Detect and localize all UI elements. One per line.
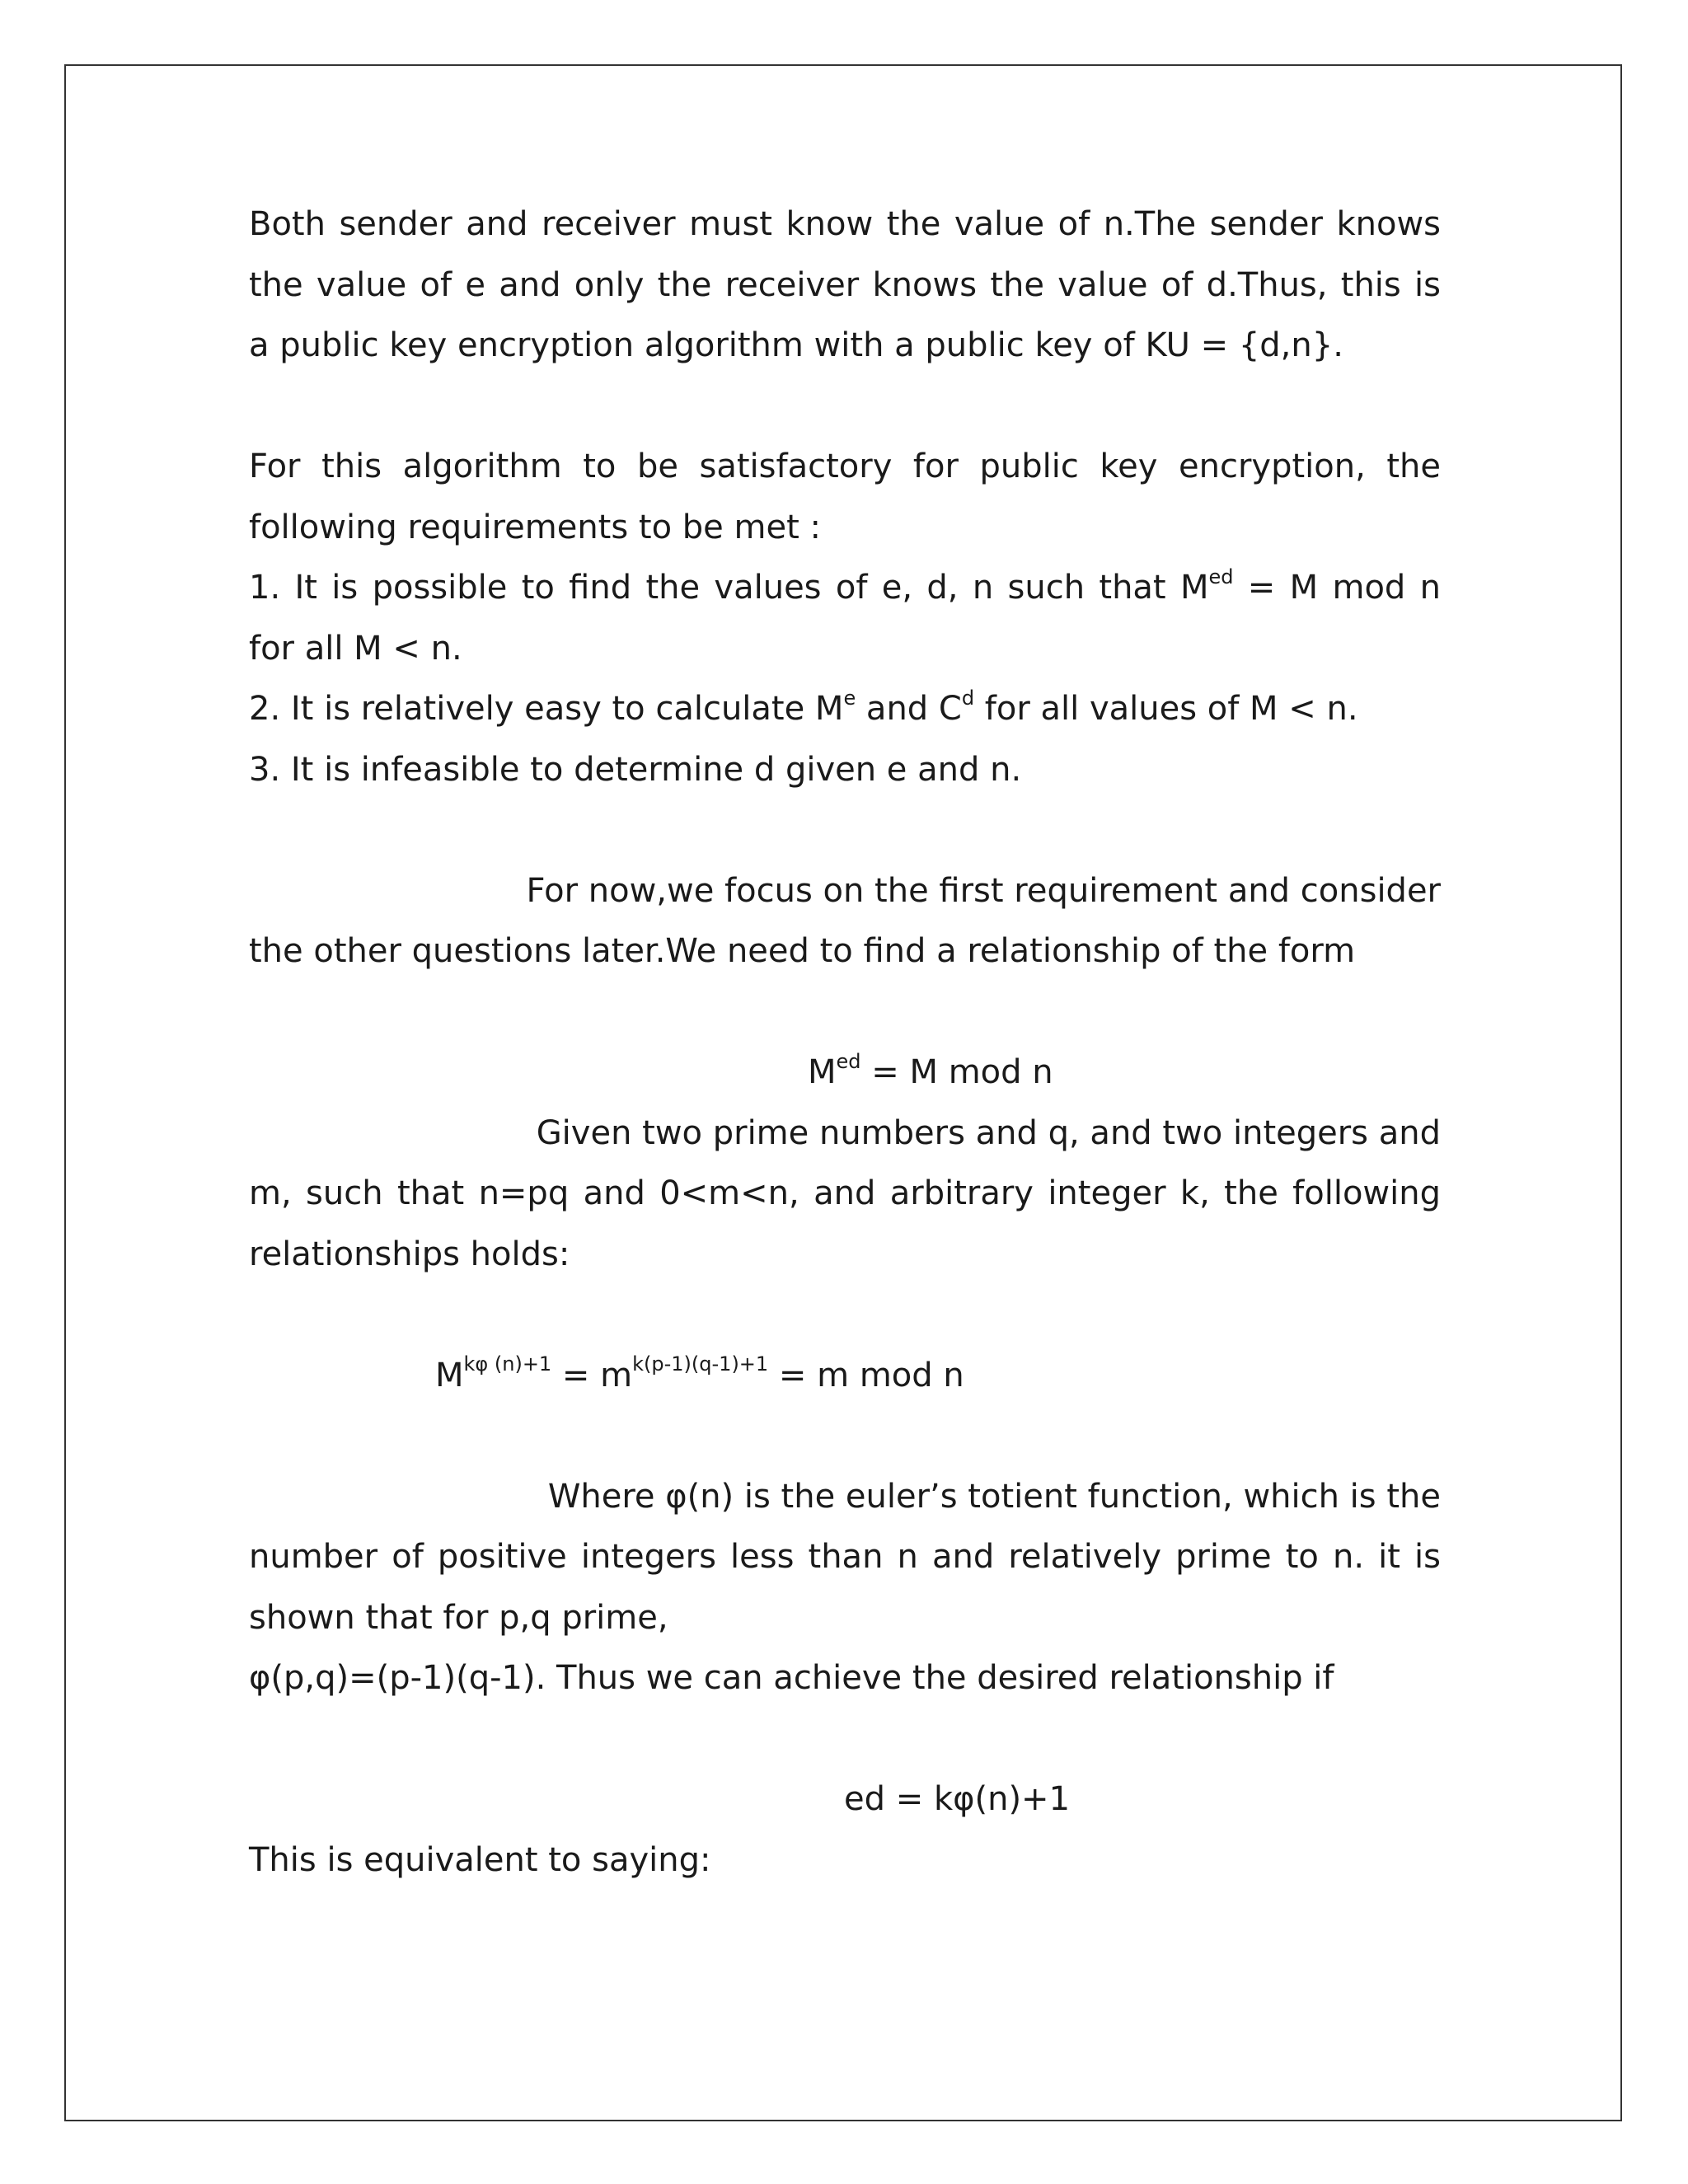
requirement-3: 3. It is infeasible to determine d given e and n. (249, 750, 1022, 789)
paragraph-line: m, such that n=pq and 0<m<n, and arbitrary integer k, the following (249, 1174, 1441, 1212)
paragraph-line: φ(p,q)=(p-1)(q-1). Thus we can achieve the desired relationship if (249, 1659, 1334, 1697)
paragraph-gap (249, 982, 1441, 1043)
superscript: ed (836, 1049, 861, 1073)
document-body (249, 194, 1441, 1891)
paragraph-gap (249, 1406, 1441, 1467)
paragraph-line: the other questions later.We need to find a relationship of the form (249, 932, 1356, 970)
superscript: d (961, 686, 975, 710)
superscript: e (843, 686, 856, 710)
paragraph-line: following requirements to be met : (249, 508, 821, 546)
paragraph-line: This is equivalent to saying: (249, 1840, 711, 1879)
formula-med (249, 1043, 1441, 1104)
paragraph-line: the value of e and only the receiver knows the value of d.Thus, this is (249, 265, 1441, 304)
paragraph-gap (249, 800, 1441, 861)
requirement-1-text: 1. It is possible to find the values of e, d, n such that M (249, 569, 1209, 607)
formula-rest: = m mod n (768, 1356, 964, 1394)
requirement-2-text-end: for all values of M < n. (974, 690, 1358, 728)
formula-euler (249, 1346, 1441, 1407)
requirement-1-text-end: = M mod n (1233, 569, 1441, 607)
requirement-2-text: 2. It is relatively easy to calculate M (249, 690, 844, 728)
requirement-2 (249, 679, 1441, 740)
paragraph-line: Given two prime numbers and q, and two integers and (536, 1113, 1441, 1152)
formula-base: M (435, 1356, 464, 1394)
paragraph-line: Where φ(n) is the euler’s totient function, which is the (547, 1477, 1441, 1516)
superscript: k(p-1)(q-1)+1 (632, 1352, 769, 1376)
superscript: kφ (n)+1 (463, 1352, 552, 1376)
formula-base: M (808, 1053, 837, 1091)
paragraph-line: for all M < n. (249, 629, 462, 668)
paragraph-gap (249, 1285, 1441, 1346)
paragraph-line: relationships holds: (249, 1235, 570, 1273)
formula-rest: = M mod n (860, 1053, 1053, 1091)
formula-mid: = m (551, 1356, 633, 1394)
formula-ed: ed = kφ(n)+1 (844, 1780, 1071, 1818)
superscript: ed (1208, 565, 1234, 588)
paragraph-line: For this algorithm to be satisfactory for public key encryption, the (249, 448, 1441, 485)
paragraph-line: a public key encryption algorithm with a public key of KU = {d,n}. (249, 326, 1343, 364)
requirement-1 (249, 558, 1441, 619)
requirement-2-text-mid: and C (856, 690, 962, 728)
paragraph-gap (249, 377, 1441, 438)
paragraph-line: number of positive integers less than n and relatively prime to n. it is (249, 1538, 1441, 1576)
paragraph-line: Both sender and receiver must know the value of n.The sender knows (249, 205, 1441, 243)
paragraph-line: For now,we focus on the first requirement and consider (526, 871, 1441, 910)
paragraph-line: shown that for p,q prime, (249, 1598, 668, 1637)
paragraph-gap (249, 1709, 1441, 1770)
